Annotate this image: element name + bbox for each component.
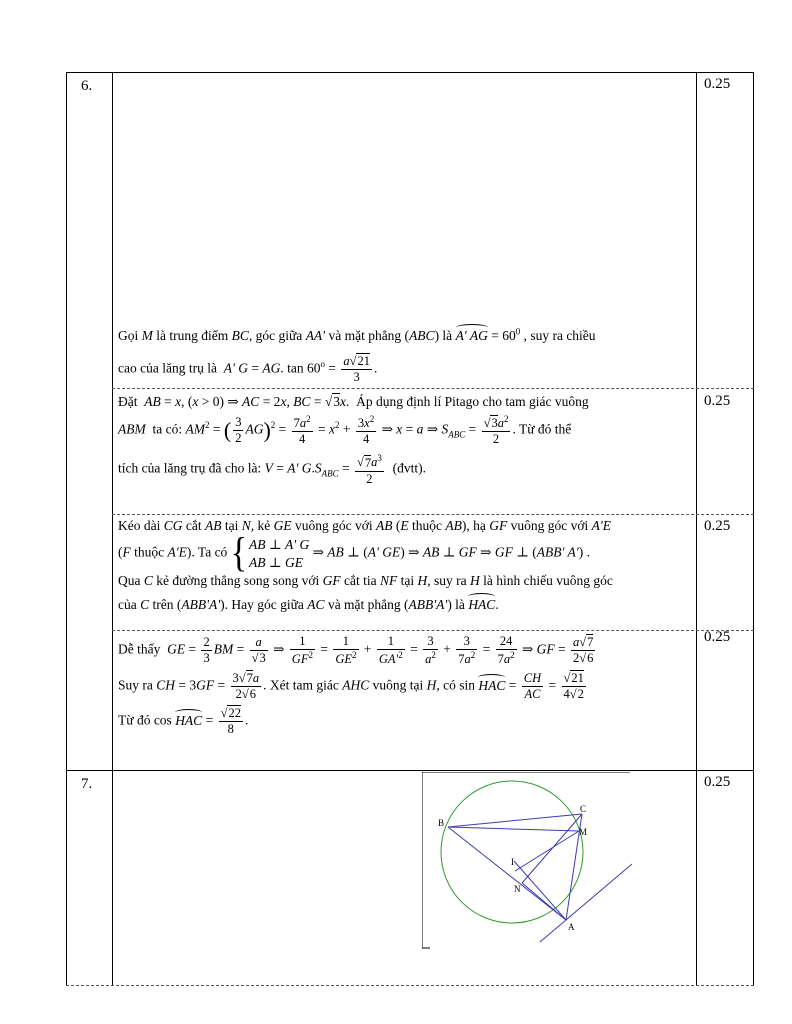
block-divider xyxy=(112,514,754,515)
point-label: B xyxy=(438,818,445,828)
table-border-bottom xyxy=(66,985,754,986)
point-label: A xyxy=(568,922,575,932)
geometry-figure xyxy=(422,772,632,950)
score-value: 0.25 xyxy=(704,518,731,534)
table-border-left xyxy=(66,72,67,986)
block-divider xyxy=(112,388,754,389)
table-border-top xyxy=(66,72,754,73)
solution-step-1: Gọi M là trung điểm BC, góc giữa AA' và mặt phẳng (ABC) là A' AG = $60^0$ , suy ra chiều cao của lăng trụ là A' G = AG. $\tan 60^o$ = $\frac{a√21}{3}$ . xyxy=(118,324,698,385)
question-number: 6. xyxy=(81,78,93,94)
column-divider-number xyxy=(112,72,113,986)
table-border-right xyxy=(753,72,754,986)
solution-step-3: Kéo dài CG cắt AB tại N, kẻ GE vuông góc với AB (E thuộc AB), hạ GF vuông góc với A'E (F thuộc A'E). Ta có { AB ⊥ A' G AB ⊥ GE ⇒ AB ⊥ (A' GE) ⇒ AB ⊥ GF ⇒ GF ⊥ (ABB' A') . Qua C kẻ đường thẳng song song với GF cắt tia NF tại H, suy ra H là hình chiếu vuông góc của C trên (ABB'A'). Hay góc giữa AC và mặt phẳng (ABB'A') là HAC. xyxy=(118,518,613,613)
point-label: N xyxy=(514,884,521,894)
point-label: I xyxy=(511,857,514,867)
solution-step-4: Dễ thấy GE = $\frac{2}{3}$ BM = $\frac{a}{√3}$ ⇒ $\frac{1}{GF^2}$ = $\frac{1}{GE^2}$ + $\frac{1}{GA'^2}$ = $\frac{3}{a^2}$ + $\frac{3}{7a^2}$ = $\frac{24}{7a^2}$ ⇒ GF = $\frac{a√7}{2√6}$ Suy ra CH = 3GF = $\frac{3√7a}{2√6}$ . Xét tam giác AHC vuông tại H, có sin HAC = $\frac{CH}{AC}$ = $\frac{√21}{4√2}$ Từ đó cos HAC = $\frac{√22}{8}$ . xyxy=(118,634,594,737)
point-label: M xyxy=(579,827,588,837)
question-number: 7. xyxy=(81,776,93,792)
block-divider xyxy=(112,630,754,631)
circle-diagram xyxy=(422,772,632,950)
answer-table xyxy=(66,72,754,986)
row-divider xyxy=(66,770,754,771)
score-value: 0.25 xyxy=(704,629,731,645)
score-value: 0.25 xyxy=(704,774,731,790)
score-value: 0.25 xyxy=(704,76,731,92)
score-value: 0.25 xyxy=(704,393,731,409)
circle xyxy=(441,781,583,923)
point-label: C xyxy=(580,804,587,814)
construction-lines xyxy=(448,814,632,942)
solution-step-2: Đặt AB = x, (x > 0) ⇒ AC = 2x, BC = √3x. Áp dụng định lí Pitago cho tam giác vuông ABM ta có: $AM^2$ = ( $\frac{3}{2}$ AG)$^2$ = $\frac{7a^2}{4}$ = $x^2$ + $\frac{3x^2}{4}$ ⇒ x = a ⇒ $S_{ABC}$ = $\frac{√3a^2}{2}$ . Từ đó thể tích của lăng trụ đã cho là: V = A' $G.S_{ABC}$ = $\frac{√7a^3}{2}$ (đvtt). xyxy=(118,394,589,486)
